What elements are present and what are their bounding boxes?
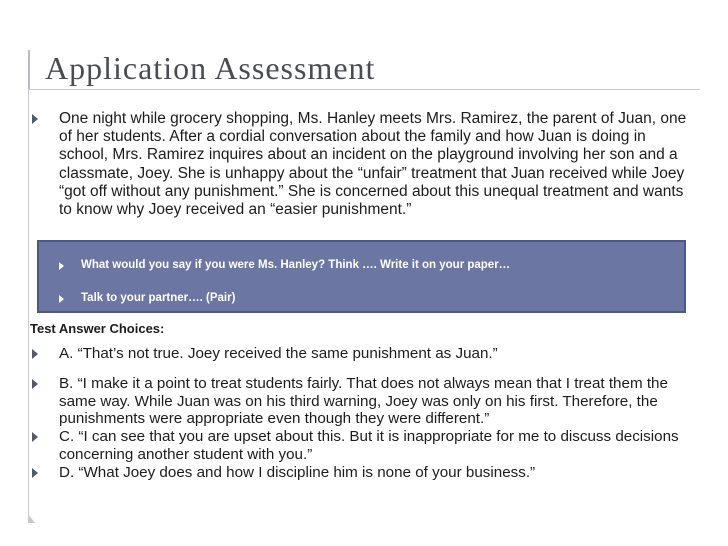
- frame-corner-accent: [28, 50, 30, 90]
- bullet-arrow-icon: [59, 295, 64, 303]
- corner-triangle-icon: [28, 514, 35, 523]
- bullet-arrow-icon: [59, 262, 64, 270]
- answer-choice: A. “That’s not true. Joey received the same punishment as Juan.”: [59, 345, 498, 362]
- bullet-arrow-icon: [32, 432, 38, 442]
- bullet-arrow-icon: [32, 114, 38, 124]
- bullet-arrow-icon: [32, 468, 38, 478]
- discussion-callout-box: [37, 240, 686, 313]
- slide-title: Application Assessment: [45, 50, 376, 86]
- callout-item: What would you say if you were Ms. Hanley? Think …. Write it on your paper…: [81, 259, 511, 271]
- title-divider: [28, 89, 700, 90]
- bullet-arrow-icon: [32, 349, 38, 359]
- scenario-text: One night while grocery shopping, Ms. Hanley meets Mrs. Ramirez, the parent of Juan, one of her students. After a cordial conversation about the family and how Juan is doing in school, Mrs. Ramirez inquires about an incident on the playground involving her son and a classmate, Joey. She is unhappy about the “unfair” treatment that Juan received while Joey “got off without any punishment.” She is concerned about this unequal treatment and wants to know why Joey received an “easier punishment.”: [59, 110, 687, 219]
- answer-choice: C. “I can see that you are upset about this. But it is inappropriate for me to discuss decisions concerning another student with you.”: [59, 428, 679, 463]
- frame-line-left: [28, 50, 29, 516]
- bullet-arrow-icon: [32, 379, 38, 389]
- answer-choice: D. “What Joey does and how I discipline him is none of your business.”: [59, 464, 536, 481]
- answer-choice: B. “I make it a point to treat students fairly. That does not always mean that I treat them the same way. While Juan was on his third warning, Joey was only on his first. Therefore, the punishments were appropriate even though they were different.”: [59, 375, 668, 428]
- answers-heading: Test Answer Choices:: [30, 321, 165, 336]
- callout-item: Talk to your partner…. (Pair): [81, 292, 236, 304]
